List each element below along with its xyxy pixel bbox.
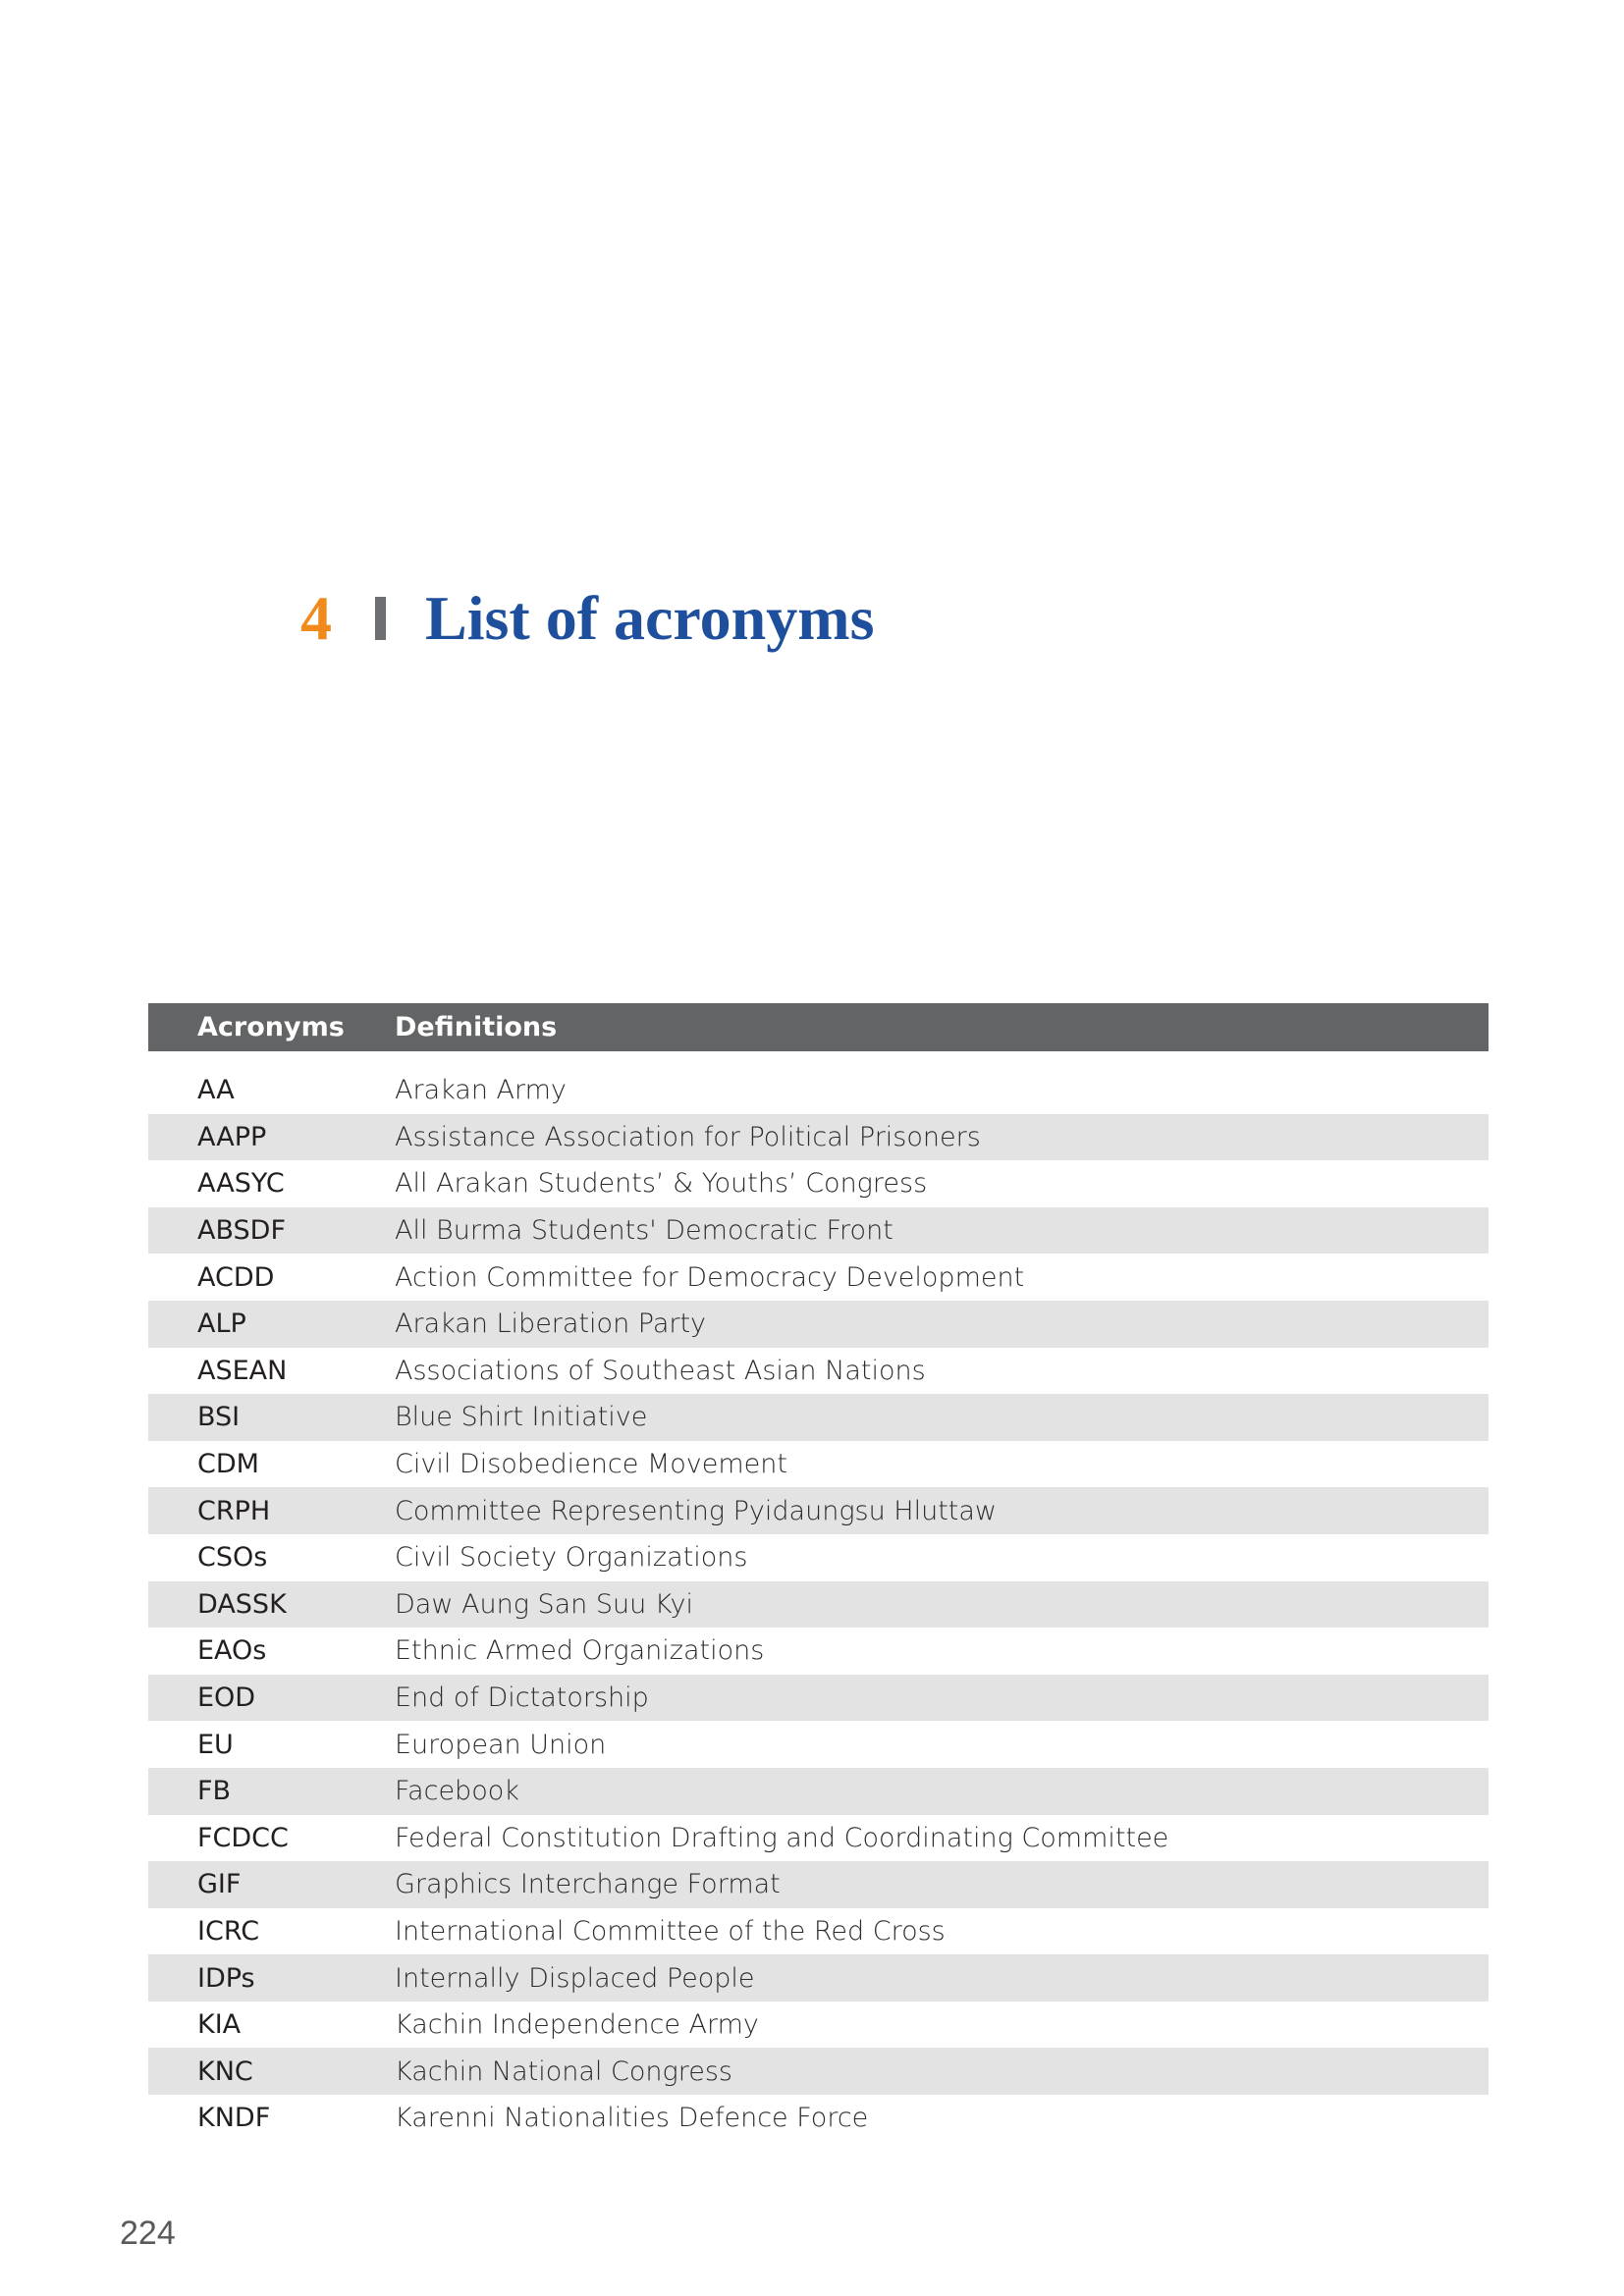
chapter-separator <box>375 597 386 640</box>
table-row <box>148 2002 1489 2049</box>
table-row <box>148 2048 1489 2095</box>
acronym-cell: KNDF <box>197 2103 271 2134</box>
definition-cell: Facebook <box>395 1776 519 1807</box>
table-row <box>148 1861 1489 1908</box>
table-row <box>148 1207 1489 1255</box>
definition-cell: Kachin Independence Army <box>395 2009 759 2041</box>
acronym-cell: ABSDF <box>197 1215 286 1247</box>
chapter-heading <box>300 579 874 658</box>
table-row <box>148 1254 1489 1301</box>
acronym-cell: ICRC <box>197 1915 260 1947</box>
definition-cell: Federal Constitution Drafting and Coordinating Committee <box>395 1822 1169 1853</box>
acronym-cell: CRPH <box>197 1495 271 1526</box>
definition-cell: All Arakan Students’ & Youths’ Congress <box>395 1168 928 1200</box>
acronym-cell: IDPs <box>197 1962 255 1994</box>
chapter-title: List of acronyms <box>425 583 875 653</box>
table-body <box>148 1067 1489 2142</box>
definition-cell: Daw Aung San Suu Kyi <box>395 1588 694 1620</box>
acronym-table <box>148 1003 1489 2142</box>
acronym-cell: FCDCC <box>197 1822 289 1853</box>
definition-cell: End of Dictatorship <box>395 1682 649 1714</box>
header-acronyms: Acronyms <box>197 1012 345 1042</box>
definition-cell: Blue Shirt Initiative <box>395 1402 648 1433</box>
acronym-cell: ASEAN <box>197 1355 288 1386</box>
table-row <box>148 1534 1489 1581</box>
definition-cell: Karenni Nationalities Defence Force <box>395 2103 869 2134</box>
definition-cell: Arakan Army <box>395 1075 567 1106</box>
acronym-cell: ALP <box>197 1308 246 1340</box>
table-row <box>148 1908 1489 1955</box>
table-row <box>148 1581 1489 1629</box>
table-row <box>148 1487 1489 1534</box>
table-row <box>148 1301 1489 1348</box>
acronym-cell: CSOs <box>197 1542 268 1574</box>
acronym-cell: DASSK <box>197 1588 287 1620</box>
definition-cell: European Union <box>395 1729 607 1760</box>
definition-cell: Civil Disobedience Movement <box>395 1449 787 1480</box>
definition-cell: Assistance Association for Political Prisoners <box>395 1121 981 1152</box>
acronym-cell: EOD <box>197 1682 256 1714</box>
acronym-cell: EAOs <box>197 1635 267 1667</box>
table-row <box>148 1675 1489 1722</box>
acronym-cell: AA <box>197 1075 235 1106</box>
table-row <box>148 1348 1489 1395</box>
definition-cell: All Burma Students' Democratic Front <box>395 1215 893 1247</box>
table-row <box>148 1441 1489 1488</box>
table-row <box>148 2095 1489 2142</box>
chapter-number: 4 <box>300 583 332 653</box>
acronym-cell: KNC <box>197 2056 253 2087</box>
acronym-cell: AAPP <box>197 1121 267 1152</box>
definition-cell: Arakan Liberation Party <box>395 1308 707 1340</box>
acronym-cell: KIA <box>197 2009 242 2041</box>
table-header <box>148 1003 1489 1051</box>
definition-cell: Internally Displaced People <box>395 1962 755 1994</box>
table-row <box>148 1954 1489 2002</box>
table-row <box>148 1815 1489 1862</box>
acronym-cell: FB <box>197 1776 232 1807</box>
table-row <box>148 1768 1489 1815</box>
table-row <box>148 1628 1489 1675</box>
header-gap <box>148 1051 1489 1067</box>
definition-cell: Action Committee for Democracy Development <box>395 1261 1025 1293</box>
table-row <box>148 1067 1489 1114</box>
definition-cell: Ethnic Armed Organizations <box>395 1635 765 1667</box>
acronym-cell: GIF <box>197 1869 242 1900</box>
acronym-cell: EU <box>197 1729 234 1760</box>
definition-cell: Graphics Interchange Format <box>395 1869 781 1900</box>
acronym-cell: AASYC <box>197 1168 285 1200</box>
acronym-cell: ACDD <box>197 1261 275 1293</box>
definition-cell: Civil Society Organizations <box>395 1542 748 1574</box>
table-row <box>148 1394 1489 1441</box>
definition-cell: Committee Representing Pyidaungsu Hluttaw <box>395 1495 997 1526</box>
definition-cell: Kachin National Congress <box>395 2056 732 2087</box>
acronym-cell: CDM <box>197 1449 259 1480</box>
table-row <box>148 1160 1489 1207</box>
definition-cell: International Committee of the Red Cross <box>395 1915 946 1947</box>
table-row <box>148 1114 1489 1161</box>
page-number: 224 <box>120 2215 176 2252</box>
acronym-cell: BSI <box>197 1402 241 1433</box>
header-definitions: Definitions <box>395 1012 558 1042</box>
table-row <box>148 1721 1489 1768</box>
definition-cell: Associations of Southeast Asian Nations <box>395 1355 926 1386</box>
